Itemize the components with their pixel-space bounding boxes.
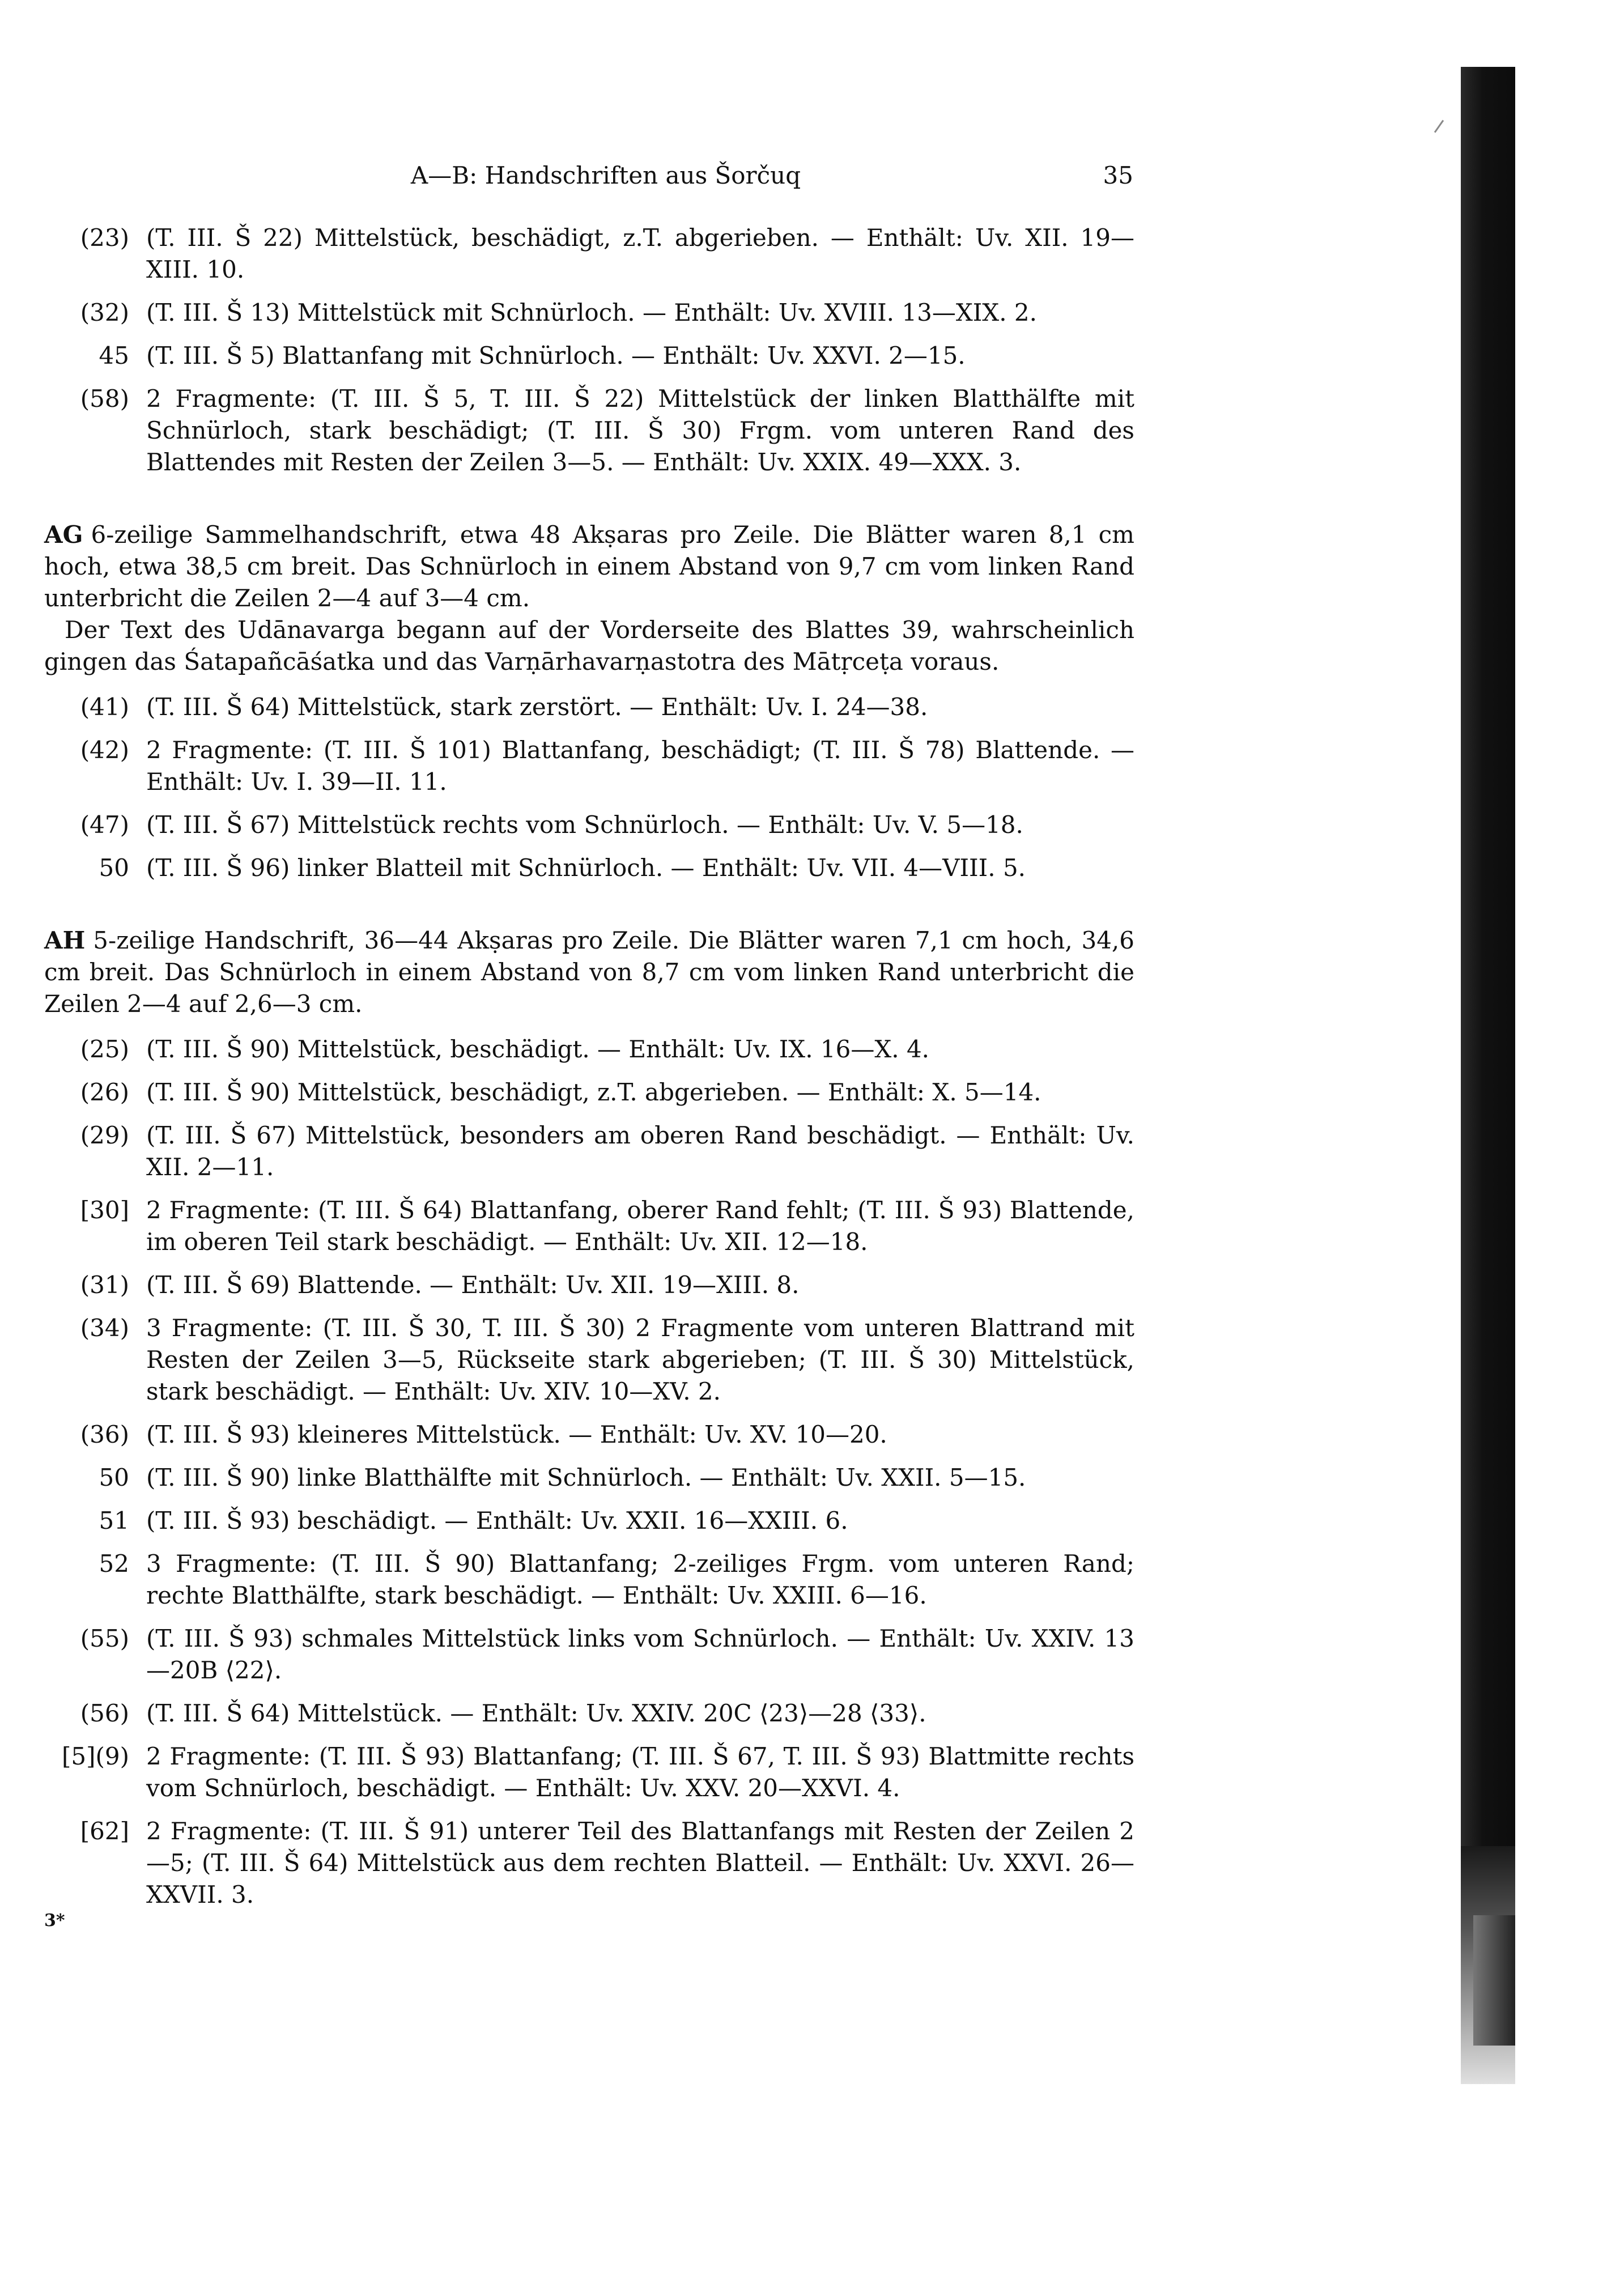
entry-text: (T. III. Š 67) Mittelstück, besonders am oberen Rand beschädigt. — Enthält: Uv. XII. 2—11. <box>146 1121 1134 1181</box>
scan-page-edge <box>1461 67 1515 1846</box>
catalog-entry <box>44 1698 1134 1729</box>
catalog-entry <box>44 1120 1134 1183</box>
catalog-entry <box>44 1741 1134 1804</box>
entry-text: (T. III. Š 22) Mittelstück, beschädigt, z.T. abgerieben. — Enthält: Uv. XII. 19—XIII. 10. <box>146 224 1134 283</box>
catalog-entry <box>44 222 1134 286</box>
page-number: 35 <box>1103 161 1133 189</box>
entry-text: 3 Fragmente: (T. III. Š 30, T. III. Š 30) 2 Fragmente vom unteren Blattrand mit Resten der Zeilen 3—5, Rückseite stark abgerieben; (T. III. Š 30) Mittelstück, stark beschädigt. — Enthält: Uv. XIV. 10—XV. 2. <box>146 1314 1134 1405</box>
running-title: A—B: Handschriften aus Šorčuq <box>410 161 801 189</box>
manuscript-description-ah <box>44 925 1134 1020</box>
entry-text: 2 Fragmente: (T. III. Š 93) Blattanfang; (T. III. Š 67, T. III. Š 93) Blattmitte rechts vom Schnürloch, beschädigt. — Enthält: Uv. XXV. 20—XXVI. 4. <box>146 1742 1134 1802</box>
manuscript-siglum: AG <box>44 521 83 549</box>
entry-number: 51 <box>99 1507 129 1534</box>
catalog-entry <box>44 1419 1134 1451</box>
catalog-entry <box>44 1462 1134 1494</box>
entry-number: (56) <box>80 1699 129 1727</box>
manuscript-description-ag <box>44 519 1134 678</box>
entry-text: (T. III. Š 90) linke Blatthälfte mit Schnürloch. — Enthält: Uv. XXII. 5—15. <box>146 1464 1026 1491</box>
entry-text: (T. III. Š 13) Mittelstück mit Schnürloch. — Enthält: Uv. XVIII. 13—XIX. 2. <box>146 299 1037 326</box>
entry-text: (T. III. Š 93) beschädigt. — Enthält: Uv. XXII. 16—XXIII. 6. <box>146 1507 848 1534</box>
entry-number: (34) <box>80 1314 129 1342</box>
catalog-entry <box>44 1194 1134 1258</box>
catalog-entry <box>44 1077 1134 1108</box>
entry-number: (29) <box>80 1121 129 1149</box>
entry-text: (T. III. Š 67) Mittelstück rechts vom Schnürloch. — Enthält: Uv. V. 5—18. <box>146 811 1023 839</box>
entry-number: 50 <box>99 854 129 882</box>
scan-page-edge-lower <box>1473 1915 1515 2046</box>
catalog-entry <box>44 297 1134 329</box>
entry-number: 50 <box>99 1464 129 1491</box>
entry-number: 52 <box>99 1550 129 1578</box>
entry-number: (31) <box>80 1271 129 1299</box>
entry-number: (23) <box>80 224 129 252</box>
catalog-entry <box>44 1815 1134 1911</box>
entry-number: (36) <box>80 1421 129 1448</box>
entry-text: 2 Fragmente: (T. III. Š 64) Blattanfang, oberer Rand fehlt; (T. III. Š 93) Blattende, im oberen Teil stark beschädigt. — Enthält: Uv. XII. 12—18. <box>146 1196 1134 1256</box>
entry-number: (58) <box>80 385 129 413</box>
catalog-entry <box>44 1505 1134 1537</box>
page-body <box>44 222 1134 1922</box>
entry-text: (T. III. Š 64) Mittelstück. — Enthält: Uv. XXIV. 20C ⟨23⟩—28 ⟨33⟩. <box>146 1699 926 1727</box>
catalog-entry <box>44 383 1134 478</box>
entry-text: (T. III. Š 93) schmales Mittelstück links vom Schnürloch. — Enthält: Uv. XXIV. 13—20B ⟨22⟩. <box>146 1625 1134 1684</box>
entry-text: 3 Fragmente: (T. III. Š 90) Blattanfang; 2-zeiliges Frgm. vom unteren Rand; rechte Blatthälfte, stark beschädigt. — Enthält: Uv. XXIII. 6—16. <box>146 1550 1134 1609</box>
manuscript-siglum: AH <box>44 926 86 954</box>
entry-text: (T. III. Š 93) kleineres Mittelstück. — Enthält: Uv. XV. 10—20. <box>146 1421 887 1448</box>
entry-number: (47) <box>80 811 129 839</box>
entry-number: (42) <box>80 736 129 764</box>
entry-list-ae <box>44 222 1134 478</box>
entry-text: (T. III. Š 5) Blattanfang mit Schnürloch. — Enthält: Uv. XXVI. 2—15. <box>146 342 966 369</box>
entry-number: (25) <box>80 1035 129 1063</box>
entry-text: 2 Fragmente: (T. III. Š 5, T. III. Š 22) Mittelstück der linken Blatthälfte mit Schnürloch, stark beschädigt; (T. III. Š 30) Frgm. vom unteren Rand des Blattendes mit Resten der Zeilen 3—5. — Enthält: Uv. XXIX. 49—XXX. 3. <box>146 385 1134 476</box>
catalog-entry <box>44 852 1134 884</box>
scan-speck <box>1434 120 1444 133</box>
catalog-entry <box>44 691 1134 723</box>
catalog-entry <box>44 1034 1134 1065</box>
catalog-entry <box>44 1312 1134 1408</box>
entry-text: (T. III. Š 90) Mittelstück, beschädigt. — Enthält: Uv. IX. 16—X. 4. <box>146 1035 930 1063</box>
entry-list-ah <box>44 1034 1134 1911</box>
entry-list-ag <box>44 691 1134 884</box>
description-paragraph: 6-zeilige Sammelhandschrift, etwa 48 Akṣaras pro Zeile. Die Blätter waren 8,1 cm hoch, etwa 38,5 cm breit. Das Schnürloch in einem Abstand von 9,7 cm vom linken Rand unterbricht die Zeilen 2—4 auf 3—4 cm. <box>44 521 1134 612</box>
signature-mark: 3* <box>44 1911 65 1931</box>
entry-text: 2 Fragmente: (T. III. Š 91) unterer Teil des Blattanfangs mit Resten der Zeilen 2—5; (T. III. Š 64) Mittelstück aus dem rechten Blatteil. — Enthält: Uv. XXVI. 26—XXVII. 3. <box>146 1817 1134 1908</box>
catalog-entry <box>44 809 1134 841</box>
entry-text: (T. III. Š 64) Mittelstück, stark zerstört. — Enthält: Uv. I. 24—38. <box>146 693 928 721</box>
entry-number: [62] <box>80 1817 129 1845</box>
catalog-entry <box>44 734 1134 798</box>
entry-number: (55) <box>80 1625 129 1652</box>
entry-number: (26) <box>80 1078 129 1106</box>
entry-number: 45 <box>99 342 129 369</box>
entry-number: (41) <box>80 693 129 721</box>
entry-text: (T. III. Š 69) Blattende. — Enthält: Uv. XII. 19—XIII. 8. <box>146 1271 800 1299</box>
entry-number: [30] <box>80 1196 129 1224</box>
entry-text: 2 Fragmente: (T. III. Š 101) Blattanfang, beschädigt; (T. III. Š 78) Blattende. — Enthält: Uv. I. 39—II. 11. <box>146 736 1134 796</box>
running-header <box>73 154 1139 197</box>
entry-number: [5](9) <box>62 1742 129 1770</box>
entry-text: (T. III. Š 96) linker Blatteil mit Schnürloch. — Enthält: Uv. VII. 4—VIII. 5. <box>146 854 1026 882</box>
catalog-entry <box>44 1548 1134 1612</box>
description-paragraph: Der Text des Udānavarga begann auf der Vorderseite des Blattes 39, wahrscheinlich gingen das Śatapañcāśatka und das Varṇārhavarṇastotra des Mātṛceṭa voraus. <box>44 616 1134 675</box>
catalog-entry <box>44 340 1134 372</box>
catalog-entry <box>44 1623 1134 1686</box>
description-paragraph: 5-zeilige Handschrift, 36—44 Akṣaras pro Zeile. Die Blätter waren 7,1 cm hoch, 34,6 cm breit. Das Schnürloch in einem Abstand von 8,7 cm vom linken Rand unterbricht die Zeilen 2—4 auf 2,6—3 cm. <box>44 926 1134 1018</box>
catalog-entry <box>44 1269 1134 1301</box>
entry-number: (32) <box>80 299 129 326</box>
entry-text: (T. III. Š 90) Mittelstück, beschädigt, z.T. abgerieben. — Enthält: X. 5—14. <box>146 1078 1041 1106</box>
